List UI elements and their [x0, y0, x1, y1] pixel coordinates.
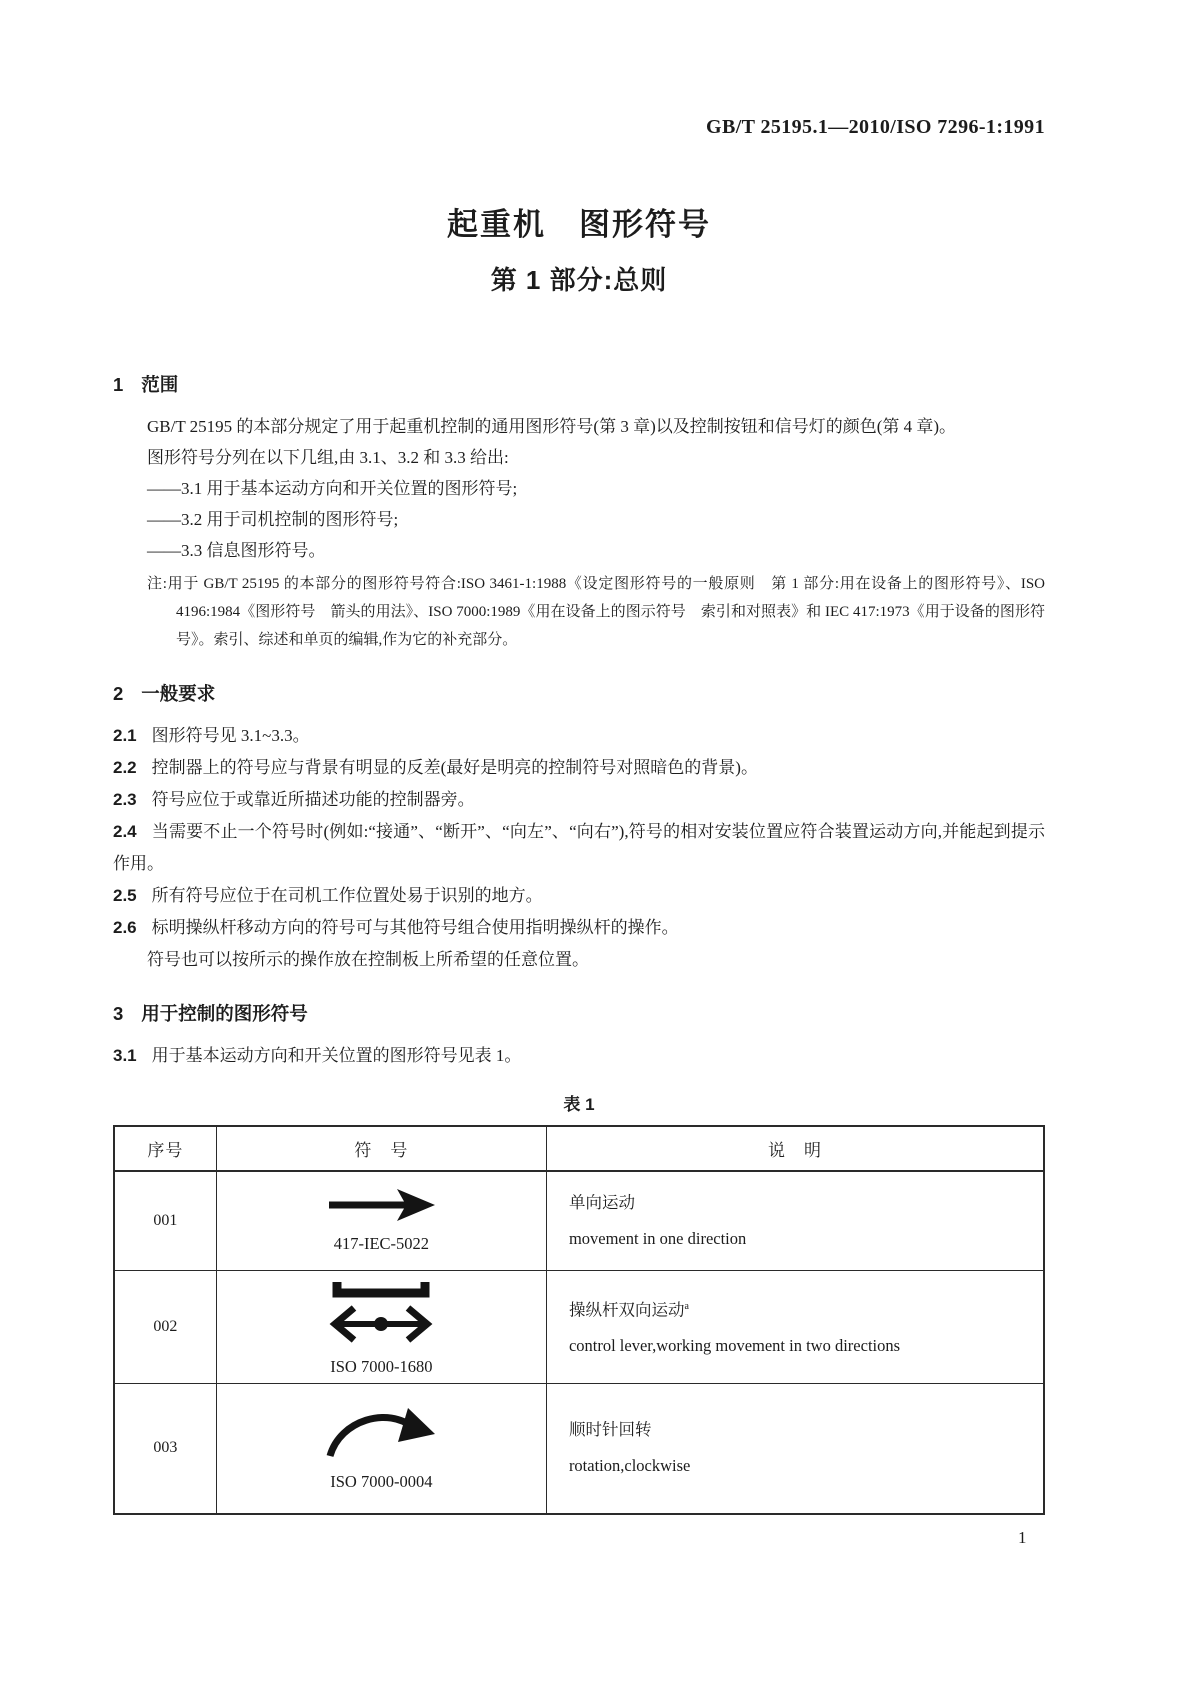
- description-cell: [546, 1171, 1044, 1270]
- clause-2-3-number: 2.3: [113, 790, 137, 809]
- clause-2-1-text: 图形符号见 3.1~3.3。: [151, 726, 310, 745]
- clause-2-5: [113, 880, 1045, 912]
- clause-2-2-text: 控制器上的符号应与背景有明显的反差(最好是明亮的控制符号对照暗色的背景)。: [151, 758, 758, 777]
- document-title: 起重机 图形符号: [447, 207, 711, 242]
- description-zh: [569, 1295, 1042, 1323]
- scope-paragraph-2: 图形符号分列在以下几组,由 3.1、3.2 和 3.3 给出:: [147, 448, 509, 467]
- column-header-serial: 序号: [114, 1126, 216, 1171]
- clause-2-3: [113, 784, 1045, 816]
- table-header-row: [114, 1126, 1044, 1171]
- clause-2-5-number: 2.5: [113, 886, 137, 905]
- document-subtitle: 第 1 部分:总则: [490, 265, 668, 295]
- clause-2-6-continuation: 符号也可以按所示的操作放在控制板上所希望的任意位置。: [147, 950, 589, 969]
- lever-two-directions-icon: [329, 1277, 433, 1350]
- clause-3-1-number: 3.1: [113, 1046, 137, 1065]
- description-en: rotation,clockwise: [568, 1456, 691, 1476]
- description-cell: [546, 1270, 1044, 1383]
- description-zh-text: 操纵杆双向运动: [568, 1300, 685, 1320]
- footnote-marker: a: [684, 1300, 689, 1312]
- rotation-clockwise-icon: [322, 1404, 440, 1465]
- clause-2-6-text: 标明操纵杆移动方向的符号可与其他符号组合使用指明操纵杆的操作。: [151, 918, 679, 937]
- description-zh: 顺时针回转: [568, 1420, 652, 1440]
- clause-2-4-number: 2.4: [113, 822, 137, 841]
- clause-2-1: [113, 720, 1045, 752]
- section-1-label: 范围: [141, 374, 179, 395]
- clause-3-1-text: 用于基本运动方向和开关位置的图形符号见表 1。: [151, 1046, 522, 1065]
- section-3-label: 用于控制的图形符号: [141, 1003, 308, 1024]
- description-zh: 单向运动: [568, 1192, 635, 1212]
- symbol-cell: [216, 1270, 546, 1383]
- section-3-heading: [113, 1000, 1045, 1026]
- page-content: [113, 0, 1045, 1515]
- scope-list-item-3: ——3.3 信息图形符号。: [147, 541, 326, 560]
- symbol-code: 417-IEC-5022: [333, 1233, 430, 1253]
- table-caption: 表 1: [563, 1095, 595, 1114]
- section-1-number: 1: [113, 374, 124, 395]
- symbol-wrap: [218, 1277, 545, 1377]
- scope-note: 注:用于 GB/T 25195 的本部分的图形符号符合:ISO 3461-1:1988《设定图形符号的一般原则 第 1 部分:用在设备上的图形符号》、ISO 4196:1984《图形符号 箭头的用法》、ISO 7000:1989《用在设备上的图示符号 索引和对照表》和 IEC 417:1973《用于设备的图形符号》。索引、综述和单页的编辑,作为它的补充部分。: [147, 576, 1045, 648]
- column-header-description: 说 明: [546, 1126, 1044, 1171]
- column-header-symbol: 符 号: [216, 1126, 546, 1171]
- table-row-001: [114, 1171, 1044, 1270]
- description-en: movement in one direction: [568, 1228, 747, 1248]
- clause-2-5-text: 所有符号应位于在司机工作位置处易于识别的地方。: [151, 886, 543, 905]
- section-2-heading: [113, 680, 1045, 706]
- clause-2-1-number: 2.1: [113, 726, 137, 745]
- symbol-cell: [216, 1171, 546, 1270]
- section-3-number: 3: [113, 1003, 124, 1024]
- clause-2-3-text: 符号应位于或靠近所描述功能的控制器旁。: [151, 790, 475, 809]
- section-3-clauses: [113, 1040, 1045, 1072]
- symbol-wrap: [218, 1188, 545, 1254]
- clause-2-2-number: 2.2: [113, 758, 137, 777]
- table-row-002: [114, 1270, 1044, 1383]
- arrow-right-icon: [325, 1188, 437, 1227]
- section-1-heading: [113, 371, 1045, 397]
- symbol-wrap: [218, 1404, 545, 1492]
- description-cell: [546, 1383, 1044, 1514]
- section-2-label: 一般要求: [141, 683, 216, 704]
- scope-list-item-2: ——3.2 用于司机控制的图形符号;: [147, 510, 399, 529]
- clause-2-4-text: 当需要不止一个符号时(例如:“接通”、“断开”、“向左”、“向右”),符号的相对安装位置应符合装置运动方向,并能起到提示作用。: [113, 822, 1045, 873]
- symbol-cell: [216, 1383, 546, 1514]
- page-number: 1: [1018, 1528, 1027, 1547]
- description-en: control lever,working movement in two directions: [568, 1336, 901, 1356]
- section-2-number: 2: [113, 683, 124, 704]
- symbol-code: ISO 7000-0004: [330, 1472, 433, 1492]
- symbols-table: [113, 1125, 1045, 1515]
- clause-2-6-number: 2.6: [113, 918, 137, 937]
- scope-paragraph-1: GB/T 25195 的本部分规定了用于起重机控制的通用图形符号(第 3 章)以及控制按钮和信号灯的颜色(第 4 章)。: [147, 417, 957, 436]
- clause-3-1: [113, 1040, 1045, 1072]
- standard-code: GB/T 25195.1—2010/ISO 7296-1:1991: [706, 116, 1045, 138]
- clause-2-2: [113, 752, 1045, 784]
- serial-number: 001: [114, 1171, 216, 1270]
- serial-number: 002: [114, 1270, 216, 1383]
- table-row-003: [114, 1383, 1044, 1514]
- clause-2-4: [113, 816, 1045, 880]
- section-2-clauses: [113, 720, 1045, 976]
- serial-number: 003: [114, 1383, 216, 1514]
- symbol-code: ISO 7000-1680: [330, 1356, 433, 1376]
- clause-2-6: [113, 912, 1045, 944]
- scope-list-item-1: ——3.1 用于基本运动方向和开关位置的图形符号;: [147, 479, 518, 498]
